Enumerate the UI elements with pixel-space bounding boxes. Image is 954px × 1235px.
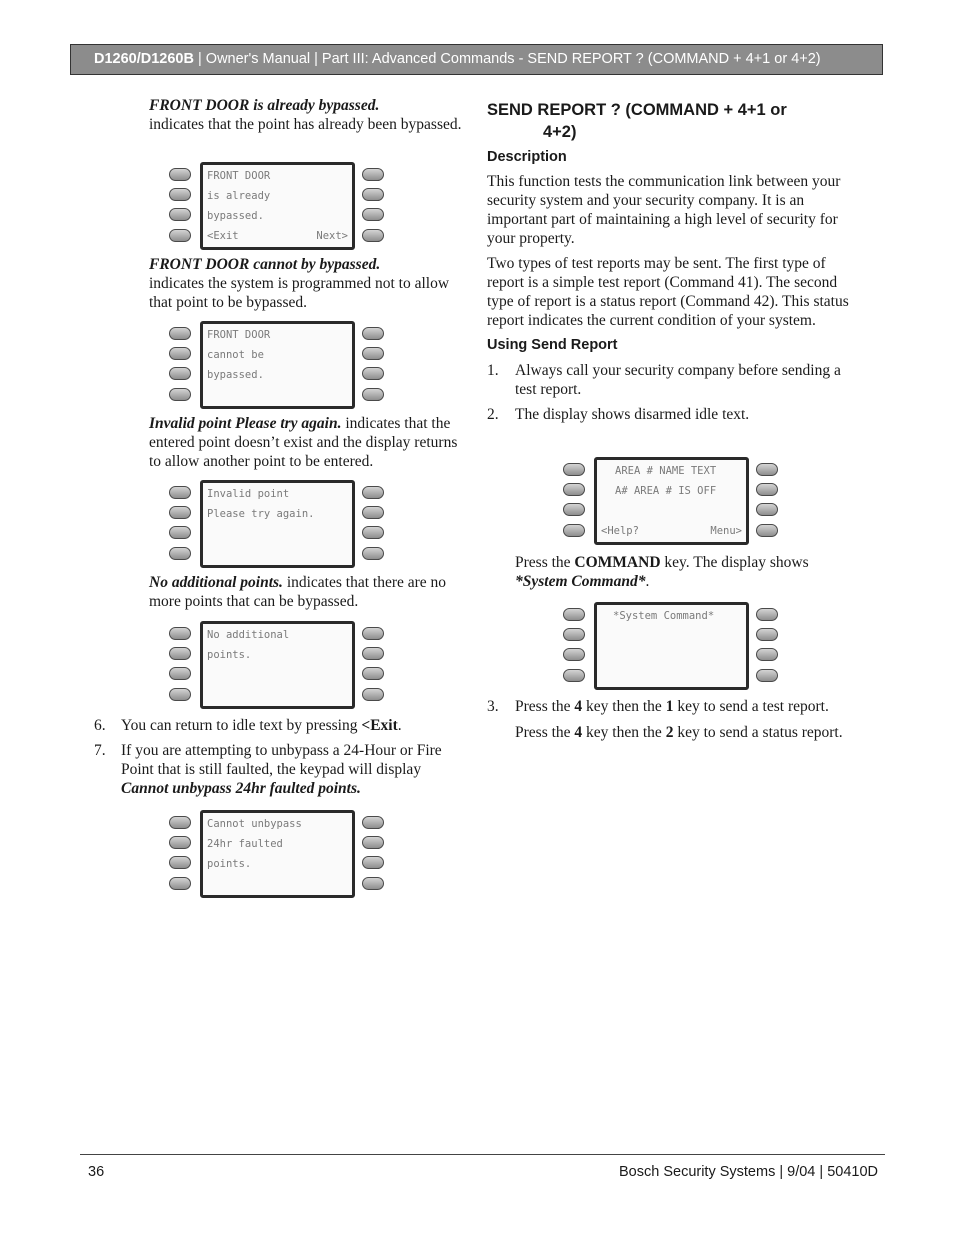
item7-text: If you are attempting to unbypass a 24-Hour or Fire Point that is still faulted, the keypad will display (121, 742, 442, 778)
using-send-report-heading: Using Send Report (487, 337, 618, 353)
keypad-right-button (362, 506, 384, 519)
keypad-right-button (362, 688, 384, 701)
screen-line (601, 523, 742, 539)
page-number: 36 (88, 1164, 105, 1180)
page-header (70, 44, 883, 75)
keypad-display-already-bypassed (169, 162, 389, 250)
step-1 (487, 361, 862, 399)
right-column (487, 99, 862, 424)
description-paragraph-2: Two types of test reports may be sent. The first type of report is a simple test report (Command 41). The second type of report is a status report (Command 42). This status report indicates the current condition of your system. (487, 255, 849, 329)
keypad-right-button (362, 627, 384, 640)
list-number: 7. (94, 742, 106, 759)
keypad-left-button (169, 547, 191, 560)
keypad-right-button (756, 648, 778, 661)
keypad-screen (200, 321, 355, 409)
keypad-right-button (362, 526, 384, 539)
header-title: | Owner's Manual | Part III: Advanced Commands - SEND REPORT ? (COMMAND + 4+1 or 4+2) (193, 51, 821, 67)
item6-exit: <Exit (361, 717, 398, 734)
keypad-left-button (169, 388, 191, 401)
list-item-6 (94, 716, 461, 735)
keypad-left-button (169, 188, 191, 201)
screen-line: bypassed. (207, 210, 264, 222)
screen-line: No additional (207, 629, 290, 641)
screen-menu-label: Menu> (710, 525, 742, 537)
keypad-left-button (563, 648, 585, 661)
description-paragraph-1: This function tests the communication link between your security system and your security company. It is an important part of maintaining a high level of security for your property. (487, 173, 841, 247)
keypad-right-button (362, 327, 384, 340)
keypad-right-button (362, 347, 384, 360)
step-3 (487, 697, 862, 742)
heading-line-2: 4+2) (543, 123, 577, 141)
screen-line: points. (207, 649, 252, 661)
invalid-point-title: Invalid point Please try again. (149, 415, 342, 432)
keypad-screen (200, 162, 355, 250)
step-2 (487, 405, 862, 424)
keypad-right-button (362, 367, 384, 380)
screen-line: A# AREA # IS OFF (615, 485, 717, 497)
keypad-left-button (169, 688, 191, 701)
list-number: 6. (94, 717, 106, 734)
step-2-text: The display shows disarmed idle text. (515, 406, 750, 423)
cannot-bypass-title: FRONT DOOR cannot by bypassed. (149, 256, 381, 273)
step-number: 3. (487, 698, 499, 715)
no-additional-block (149, 573, 464, 611)
screen-next-label: Next> (316, 230, 348, 242)
screen-line: *System Command* (613, 610, 715, 622)
screen-line: FRONT DOOR (207, 170, 271, 182)
keypad-left-button (169, 856, 191, 869)
already-bypassed-text: indicates that the point has already been bypassed. (149, 116, 462, 133)
keypad-display-system-command (563, 602, 783, 690)
section-heading (487, 99, 862, 143)
keypad-left-button (169, 526, 191, 539)
keypad-right-button (362, 388, 384, 401)
keypad-display-no-additional (169, 621, 389, 709)
list-item-7 (94, 741, 461, 798)
step3-text: key then the (582, 698, 666, 715)
item7-message: Cannot unbypass 24hr faulted points. (121, 780, 361, 797)
keypad-left-button (563, 524, 585, 537)
keypad-screen (200, 621, 355, 709)
screen-line: Invalid point (207, 488, 290, 500)
press-text: . (645, 573, 650, 590)
keypad-left-button (169, 327, 191, 340)
heading-line-1: SEND REPORT ? (COMMAND + 4+1 or (487, 101, 787, 119)
keypad-display-cannot-unbypass (169, 810, 389, 898)
step-number: 1. (487, 362, 499, 379)
screen-line: points. (207, 858, 252, 870)
press-command-text (515, 553, 860, 591)
screen-line: Please try again. (207, 508, 315, 520)
step3b-text: Press the (515, 724, 575, 741)
invalid-point-block (149, 414, 464, 471)
keypad-right-button (362, 667, 384, 680)
keypad-left-button (169, 667, 191, 680)
keypad-right-button (756, 628, 778, 641)
screen-line (207, 228, 348, 244)
step3-text: Press the (515, 698, 575, 715)
keypad-right-button (362, 816, 384, 829)
keypad-right-button (362, 208, 384, 221)
item6-end: . (397, 717, 402, 734)
no-additional-title: No additional points. (149, 574, 283, 591)
keypad-left-button (169, 486, 191, 499)
invalid-point-text: indicates that the entered point doesn’t exist and the display returns to allow another point to be entered. (149, 415, 458, 470)
keypad-right-button (756, 608, 778, 621)
keypad-right-button (362, 856, 384, 869)
keypad-right-button (362, 168, 384, 181)
screen-line: bypassed. (207, 369, 264, 381)
key-2: 2 (665, 724, 674, 741)
key-4: 4 (574, 724, 583, 741)
step3b-text: key then the (582, 724, 666, 741)
screen-line: is already (207, 190, 271, 202)
screen-exit-label: <Exit (207, 230, 239, 242)
keypad-screen (200, 810, 355, 898)
left-column-top (149, 96, 464, 134)
keypad-right-button (756, 463, 778, 476)
keypad-right-button (362, 486, 384, 499)
command-key: COMMAND (574, 554, 661, 571)
system-command-label: *System Command* (515, 573, 646, 590)
keypad-display-invalid-point (169, 480, 389, 568)
keypad-left-button (563, 608, 585, 621)
step-number: 2. (487, 406, 499, 423)
screen-line: AREA # NAME TEXT (615, 465, 717, 477)
item6-text: You can return to idle text by pressing (121, 717, 362, 734)
screen-line: 24hr faulted (207, 838, 283, 850)
keypad-right-button (362, 229, 384, 242)
keypad-right-button (362, 547, 384, 560)
keypad-left-button (169, 836, 191, 849)
keypad-screen (594, 602, 749, 690)
key-4: 4 (574, 698, 583, 715)
step3-text: key to send a test report. (673, 698, 829, 715)
keypad-left-button (563, 628, 585, 641)
screen-line: FRONT DOOR (207, 329, 271, 341)
keypad-right-button (362, 188, 384, 201)
key-1: 1 (665, 698, 674, 715)
keypad-left-button (169, 877, 191, 890)
footer-divider (80, 1154, 885, 1155)
keypad-right-button (756, 483, 778, 496)
press-text: key. The display shows (660, 554, 809, 571)
screen-help-label: <Help? (601, 525, 639, 537)
keypad-left-button (169, 367, 191, 380)
footer-publisher: Bosch Security Systems | 9/04 | 50410D (619, 1164, 878, 1180)
keypad-left-button (169, 168, 191, 181)
keypad-left-button (169, 229, 191, 242)
keypad-right-button (756, 524, 778, 537)
header-model: D1260/D1260B (94, 51, 194, 67)
already-bypassed-title: FRONT DOOR is already bypassed. (149, 97, 380, 114)
keypad-right-button (756, 669, 778, 682)
keypad-left-button (169, 647, 191, 660)
keypad-display-cannot-bypass (169, 321, 389, 409)
screen-line: cannot be (207, 349, 264, 361)
keypad-left-button (169, 627, 191, 640)
keypad-left-button (563, 503, 585, 516)
keypad-right-button (362, 647, 384, 660)
step3b-text: key to send a status report. (673, 724, 843, 741)
cannot-bypass-block (149, 255, 464, 312)
keypad-left-button (563, 483, 585, 496)
keypad-left-button (169, 347, 191, 360)
keypad-left-button (563, 669, 585, 682)
keypad-screen (200, 480, 355, 568)
keypad-screen (594, 457, 749, 545)
step-1-text: Always call your security company before sending a test report. (515, 362, 841, 398)
description-heading: Description (487, 149, 567, 165)
keypad-right-button (756, 503, 778, 516)
cannot-bypass-text: indicates the system is programmed not to allow that point to be bypassed. (149, 275, 450, 311)
no-additional-text: indicates that there are no more points that can be bypassed. (149, 574, 447, 610)
keypad-display-idle-text (563, 457, 783, 545)
keypad-left-button (169, 208, 191, 221)
keypad-left-button (169, 816, 191, 829)
screen-line: Cannot unbypass (207, 818, 302, 830)
keypad-right-button (362, 836, 384, 849)
press-text: Press the (515, 554, 575, 571)
keypad-right-button (362, 877, 384, 890)
keypad-left-button (563, 463, 585, 476)
keypad-left-button (169, 506, 191, 519)
